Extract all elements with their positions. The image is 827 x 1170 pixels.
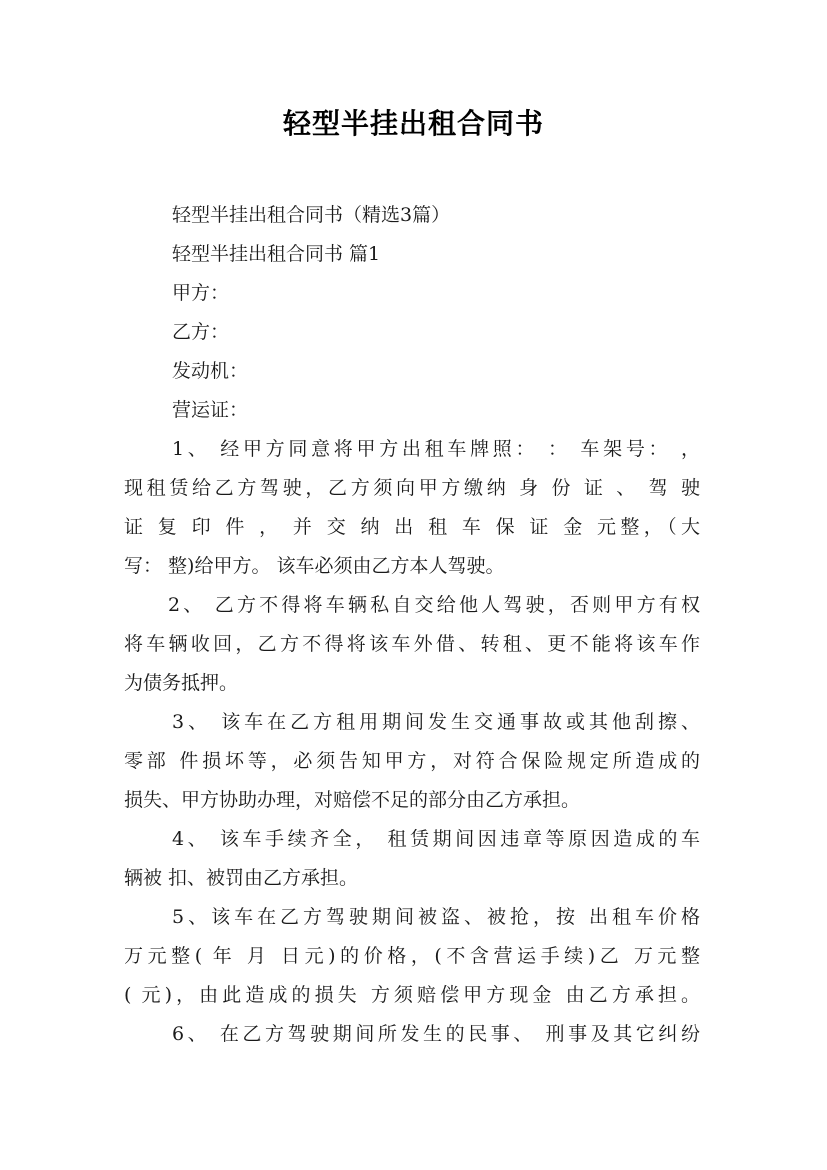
- clause-4-line-2: 辆被 扣、被罚由乙方承担。: [124, 867, 359, 889]
- clause-5-line-1: 5、该车在乙方驾驶期间被盗、被抢，按 出租车价格: [172, 906, 700, 928]
- clause-5-line-2: 万元整( 年 月 日元)的价格，(不含营运手续)乙 万元整: [124, 945, 700, 967]
- engine-label: 发动机：: [172, 360, 249, 382]
- clause-5-line-3: ( 元)，由此造成的损失 方须赔偿甲方现金 由乙方承担。: [124, 984, 700, 1006]
- clause-2-line-1: 2、 乙方不得将车辆私自交给他人驾驶，否则甲方有权: [168, 594, 700, 616]
- party-b-label: 乙方：: [172, 321, 230, 343]
- party-a-label: 甲方：: [172, 282, 230, 304]
- clause-2-line-3: 为债务抵押。: [124, 672, 239, 694]
- clause-4-line-1: 4、 该车手续齐全， 租赁期间因违章等原因造成的车: [172, 828, 700, 850]
- clause-1-line-1: 1、 经甲方同意将甲方出租车牌照： ： 车架号： ，: [172, 438, 700, 460]
- document-title: 轻型半挂出租合同书: [282, 107, 544, 140]
- clause-1-line-3: 证 复 印 件 ， 并 交 纳 出 租 车 保 证 金 元整，（大: [124, 516, 700, 538]
- clause-1-line-4: 写： 整)给甲方。 该车必须由乙方本人驾驶。: [124, 555, 505, 577]
- clause-6-line-1: 6、 在乙方驾驶期间所发生的民事、 刑事及其它纠纷: [172, 1023, 700, 1045]
- subtitle-line: 轻型半挂出租合同书（精选3篇）: [172, 204, 451, 226]
- clause-3-line-3: 损失、甲方协助办理，对赔偿不足的部分由乙方承担。: [124, 789, 581, 811]
- clause-3-line-2: 零部 件损坏等，必须告知甲方，对符合保险规定所造成的: [124, 750, 700, 772]
- section-heading: 轻型半挂出租合同书 篇1: [172, 243, 381, 265]
- clause-3-line-1: 3、 该车在乙方租用期间发生交通事故或其他刮擦、: [172, 711, 700, 733]
- clause-1-line-2: 现租赁给乙方驾驶，乙方须向甲方缴纳 身 份 证 、 驾 驶: [124, 477, 700, 499]
- clause-2-line-2: 将车辆收回，乙方不得将该车外借、转租、更不能将该车作: [124, 633, 700, 655]
- permit-label: 营运证：: [172, 399, 249, 421]
